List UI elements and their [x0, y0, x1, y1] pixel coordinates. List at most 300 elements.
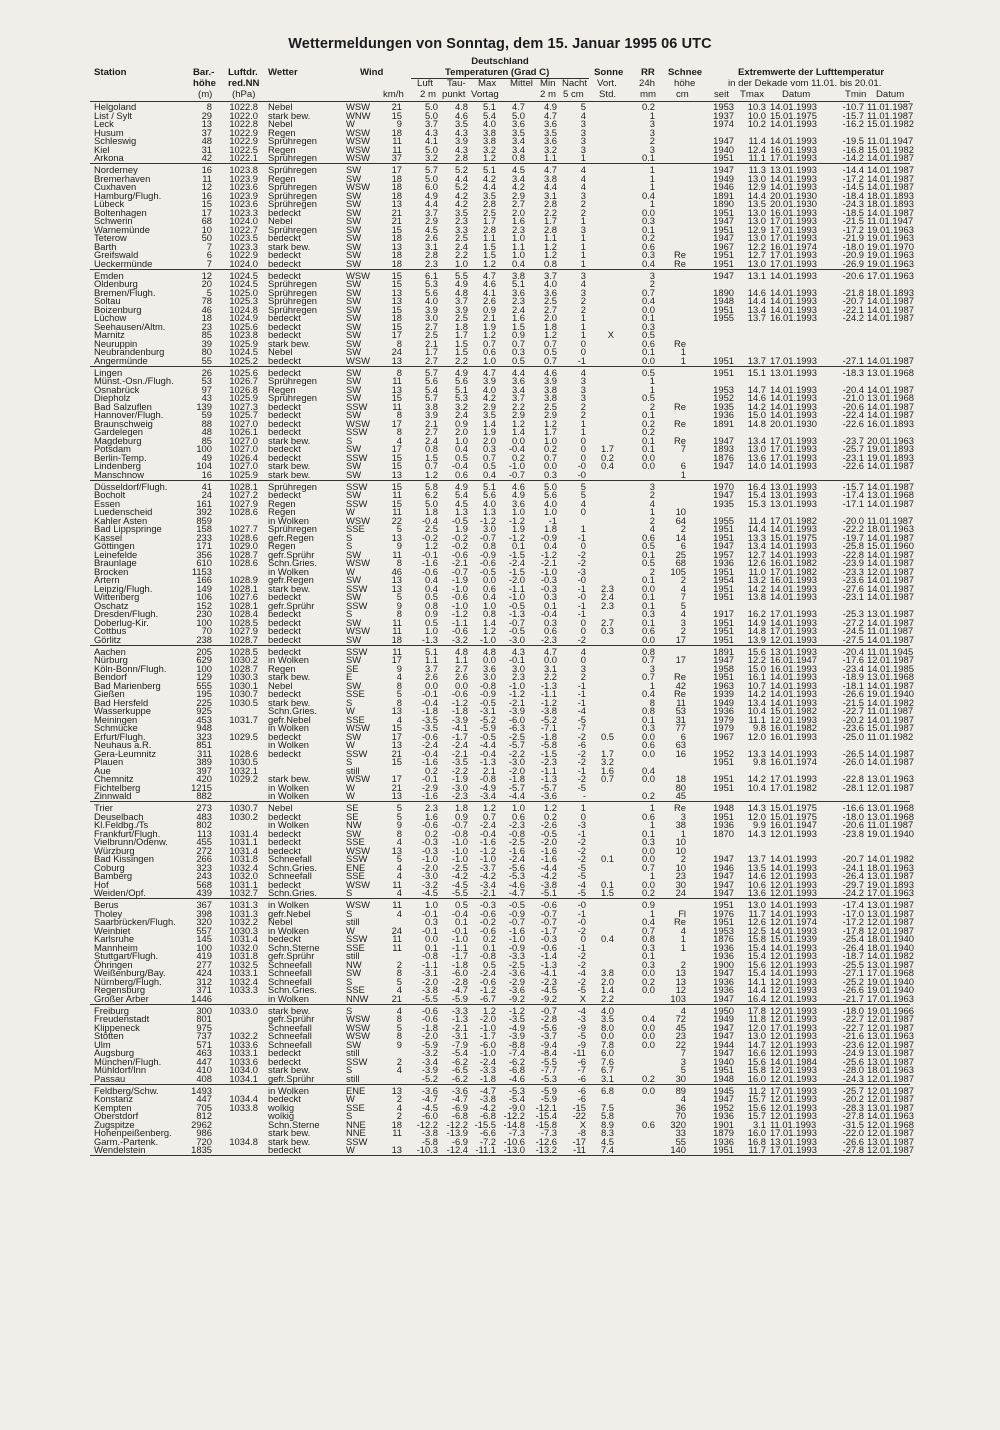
- cell-bar-hoehe: 100: [196, 941, 212, 953]
- cell-nacht-5cm: -2: [577, 730, 586, 742]
- cell-luft-2m: 1.5: [424, 451, 438, 463]
- cell-max-vortag: 3.0: [482, 523, 496, 534]
- cell-mittel: -2.3: [508, 819, 525, 830]
- cell-luft-2m: 4.9: [424, 189, 438, 201]
- cell-min-2m: -2.1: [540, 557, 557, 568]
- cell-wind-speed: 2: [396, 1110, 402, 1121]
- cell-wetter: bedeckt: [268, 206, 301, 218]
- cell-tmin-datum: 18.01.1940: [867, 941, 914, 953]
- cell-wind-richtung: SSE: [346, 1101, 365, 1113]
- cell-tmax-datum: 15.01.1975: [770, 531, 817, 543]
- cell-nacht-5cm: -5: [577, 870, 586, 881]
- cell-min-2m: -15.4: [535, 1110, 557, 1121]
- cell-wetter: stark bew.: [268, 1064, 311, 1075]
- cell-nacht-5cm: -0: [577, 916, 586, 927]
- cell-tmin-datum: 12.01.1987: [867, 1013, 914, 1024]
- cell-wind-richtung: SW: [346, 489, 362, 500]
- cell-taupunkt: 3.5: [454, 206, 468, 218]
- cell-taupunkt: -1.0: [451, 933, 468, 944]
- cell-mittel: -1.0: [508, 933, 525, 944]
- cell-luft-2m: -6.0: [421, 1110, 438, 1121]
- cell-max-vortag: -0.6: [479, 557, 496, 568]
- cell-wind-richtung: W: [346, 790, 355, 801]
- cell-wetter: stark bew.: [268, 773, 311, 784]
- cell-luftdruck: 1032.5: [229, 958, 258, 970]
- cell-wetter: bedeckt: [268, 409, 301, 420]
- cell-nacht-5cm: 3: [580, 223, 586, 235]
- cell-niederschlag: 1: [649, 870, 655, 881]
- cell-mittel: -0.5: [508, 625, 525, 636]
- cell-wetter: Sprühregen: [268, 480, 317, 492]
- cell-schnee-hoehe: 64: [675, 514, 686, 526]
- cell-taupunkt: -0.6: [451, 591, 468, 602]
- cell-seit: 1952: [713, 747, 734, 759]
- cell-seit: 1940: [713, 143, 734, 155]
- cell-station: Frankfurt/Flugh.: [94, 827, 161, 839]
- cell-nacht-5cm: -1: [577, 354, 586, 366]
- cell-mittel: -12.2: [503, 1110, 525, 1121]
- cell-wetter: bedeckt: [268, 688, 301, 699]
- cell-min-2m: -1.1: [540, 764, 557, 776]
- cell-luft-2m: 5.0: [424, 172, 438, 184]
- cell-station: Braunlage: [94, 557, 137, 568]
- cell-seit: 1951: [713, 582, 734, 594]
- cell-nacht-5cm: 0: [580, 540, 586, 551]
- cell-tmin: -23.9: [842, 557, 864, 568]
- cell-nacht-5cm: -2: [577, 773, 586, 784]
- cell-wind-speed: 8: [396, 426, 402, 437]
- cell-max-vortag: -4.7: [479, 1084, 496, 1096]
- cell-sonne: 0.2: [600, 451, 614, 463]
- cell-wetter: Schn.Gries.: [268, 705, 317, 716]
- cell-niederschlag: 0.0: [641, 1021, 655, 1033]
- cell-niederschlag: 0.1: [641, 409, 655, 420]
- cell-min-2m: 2.0: [543, 312, 557, 323]
- cell-schnee-hoehe: 3: [680, 616, 686, 628]
- cell-mittel: -3.5: [508, 1013, 525, 1024]
- cell-taupunkt: 0.5: [454, 451, 468, 463]
- cell-wind-richtung: S: [346, 975, 353, 987]
- cell-luftdruck: 1023.3: [229, 240, 258, 252]
- cell-wind-richtung: WSW: [346, 417, 370, 429]
- cell-min-2m: 4.7: [543, 164, 557, 175]
- cell-max-vortag: -4.4: [479, 739, 496, 750]
- cell-schnee-hoehe: 10: [675, 506, 686, 517]
- cell-tmax: 11.1: [748, 152, 766, 163]
- cell-wetter: stark bew.: [268, 1004, 311, 1016]
- cell-nacht-5cm: 5: [580, 480, 586, 492]
- cell-schnee-hoehe: 1: [680, 354, 686, 366]
- cell-taupunkt: 1.0: [454, 434, 468, 446]
- cell-station: Arkona: [94, 152, 124, 163]
- cell-seit: 1951: [713, 591, 734, 602]
- cell-nacht-5cm: 4: [580, 366, 586, 378]
- cell-station: Aue: [94, 764, 111, 776]
- cell-niederschlag: 0.0: [641, 844, 655, 856]
- cell-tmin: -23.7: [842, 434, 864, 446]
- cell-tmin-datum: 11.01.1987: [867, 625, 914, 636]
- cell-seit: 1937: [713, 109, 734, 121]
- cell-wind-richtung: WSW: [346, 1013, 370, 1024]
- cell-wind-richtung: WSW: [346, 899, 370, 910]
- cell-min-2m: -1.3: [540, 679, 557, 691]
- cell-tmin: -26.6: [842, 984, 864, 995]
- cell-wind-speed: 9: [396, 819, 402, 830]
- cell-tmax-datum: 17.01.1993: [770, 1127, 817, 1138]
- cell-mittel: 3.4: [511, 172, 525, 184]
- cell-station: Deuselbach: [94, 810, 144, 822]
- cell-station: Bad Kissingen: [94, 853, 154, 864]
- cell-station: Zinnwald: [94, 790, 132, 801]
- header-luft-2m: 2 m: [420, 89, 436, 100]
- cell-taupunkt: -4.2: [451, 870, 468, 881]
- cell-mittel: 1.0: [511, 232, 525, 243]
- cell-station: Manschnow: [94, 468, 145, 480]
- cell-nacht-5cm: -6: [577, 1072, 586, 1084]
- cell-luftdruck: 1030.3: [229, 924, 258, 936]
- cell-luft-2m: 3.2: [424, 152, 438, 163]
- cell-wind-speed: 4: [396, 870, 402, 881]
- cell-tmax: 14.2: [747, 400, 766, 412]
- cell-seit: 1951: [713, 354, 734, 366]
- cell-max-vortag: -3.1: [479, 705, 496, 716]
- cell-seit: 1891: [713, 417, 734, 429]
- cell-tmin-datum: 11.01.1987: [867, 101, 914, 112]
- cell-tmin: -20.4: [842, 383, 864, 395]
- header-nacht: Nacht: [562, 78, 588, 89]
- cell-niederschlag: 0.0: [641, 303, 655, 315]
- cell-station: Vielbrunn/Odenw.: [94, 836, 168, 847]
- cell-mittel: 0.1: [511, 540, 525, 551]
- cell-nacht-5cm: -5: [577, 713, 586, 725]
- cell-wetter: Nebel: [268, 215, 293, 226]
- cell-seit: 1948: [713, 802, 734, 813]
- cell-station: Lübeck: [94, 198, 125, 209]
- cell-station: Nürburg: [94, 654, 128, 665]
- cell-seit: 1951: [713, 223, 734, 235]
- cell-bar-hoehe: 37: [201, 126, 212, 138]
- cell-tmax-datum: 14.01.1993: [770, 548, 817, 560]
- cell-luft-2m: 0.5: [424, 616, 438, 628]
- cell-bar-hoehe: 139: [196, 400, 212, 412]
- cell-min-2m: -5.1: [540, 887, 557, 898]
- cell-niederschlag: 0.1: [641, 152, 655, 163]
- cell-tmax: 13.4: [747, 303, 766, 315]
- cell-station: Boizenburg: [94, 303, 142, 315]
- cell-tmin: -16.2: [842, 118, 864, 129]
- cell-taupunkt: -0.6: [451, 625, 468, 636]
- cell-wetter: bedeckt: [268, 312, 301, 323]
- cell-mittel: -2.5: [508, 836, 525, 847]
- cell-station: Norderney: [94, 164, 138, 175]
- cell-wind-richtung: SW: [346, 679, 362, 691]
- cell-station: Freiburg: [94, 1004, 129, 1016]
- cell-taupunkt: 0.9: [454, 810, 468, 822]
- cell-schnee-hoehe: 89: [675, 1084, 686, 1096]
- cell-niederschlag: 1: [649, 907, 655, 919]
- cell-max-vortag: -0.5: [479, 696, 496, 708]
- cell-wind-richtung: E: [346, 671, 353, 682]
- cell-tmax: 11.3: [748, 164, 766, 175]
- cell-tmax-datum: 13.01.1993: [770, 366, 817, 378]
- cell-tmax-datum: 12.01.1993: [770, 870, 817, 881]
- cell-niederschlag: 0.6: [641, 810, 655, 822]
- cell-niederschlag: 0.3: [641, 958, 655, 970]
- cell-tmax: 16.0: [747, 1127, 766, 1138]
- cell-luft-2m: -0.1: [421, 773, 438, 784]
- cell-wind-richtung: SW: [346, 312, 362, 323]
- cell-station: Cuxhaven: [94, 181, 137, 192]
- cell-tmin-datum: 11.01.1945: [867, 645, 914, 657]
- cell-luft-2m: 0.8: [424, 443, 438, 454]
- cell-nacht-5cm: -2: [577, 924, 586, 936]
- cell-schnee-hoehe: 33: [675, 1127, 686, 1138]
- cell-niederschlag: 0.5: [641, 557, 655, 568]
- cell-min-2m: -3.8: [540, 705, 557, 716]
- cell-wind-richtung: SSE: [346, 836, 365, 847]
- cell-sonne: 0.1: [600, 853, 614, 864]
- cell-min-2m: -0.6: [540, 941, 557, 953]
- cell-max-vortag: 2.1: [482, 312, 496, 323]
- cell-wind-speed: 4: [396, 1101, 402, 1113]
- cell-bar-hoehe: 610: [196, 557, 212, 568]
- cell-tmin: -21.7: [842, 992, 864, 1004]
- cell-sonne: 2.0: [600, 975, 614, 987]
- cell-wind-speed: 4: [396, 671, 402, 682]
- cell-bar-hoehe: 483: [196, 810, 212, 822]
- cell-wind-speed: 37: [391, 152, 402, 163]
- cell-tmin: -23.1: [842, 591, 864, 602]
- header-hpa: (hPa): [232, 89, 256, 100]
- cell-bar-hoehe: 975: [196, 1021, 212, 1033]
- cell-sonne: 3.2: [600, 756, 614, 767]
- cell-tmax-datum: 12.01.1993: [770, 984, 817, 995]
- cell-wind-richtung: SW: [346, 278, 362, 289]
- cell-mittel: -2.5: [508, 958, 525, 970]
- cell-seit: 1870: [713, 827, 734, 839]
- cell-tmax: 14.4: [747, 295, 766, 306]
- cell-wetter: Schn.Gries.: [268, 557, 317, 568]
- cell-min-2m: -5.2: [540, 713, 557, 725]
- cell-min-2m: 5.0: [543, 480, 557, 492]
- cell-mittel: -2.4: [508, 853, 525, 864]
- cell-wind-speed: 8: [396, 679, 402, 691]
- cell-tmin-datum: 14.01.1987: [867, 303, 914, 315]
- cell-sonne: 6.7: [600, 1064, 614, 1075]
- cell-tmin: -23.1: [842, 451, 864, 463]
- cell-min-2m: 3.7: [543, 269, 557, 281]
- cell-luft-2m: -4.7: [421, 1093, 438, 1104]
- cell-max-vortag: -1.2: [479, 984, 496, 995]
- cell-seit: 1951: [713, 625, 734, 636]
- cell-luftdruck: 1031.8: [229, 950, 258, 961]
- cell-luft-2m: 2.9: [424, 215, 438, 226]
- cell-min-2m: 0.3: [543, 616, 557, 628]
- cell-wind-richtung: ENE: [346, 861, 366, 873]
- cell-tmin: -23.6: [842, 722, 864, 733]
- cell-min-2m: 3.6: [543, 118, 557, 129]
- cell-wetter: stark bew.: [268, 460, 311, 471]
- cell-luftdruck: 1027.0: [229, 460, 258, 471]
- cell-luftdruck: 1027.9: [229, 497, 258, 509]
- cell-bar-hoehe: 29: [201, 109, 212, 121]
- cell-nacht-5cm: 0: [580, 506, 586, 517]
- cell-min-2m: -3.7: [540, 1030, 557, 1041]
- cell-max-vortag: 2.1: [482, 764, 496, 776]
- cell-station: Helgoland: [94, 101, 137, 112]
- cell-wetter: Schneefall: [268, 975, 312, 987]
- cell-max-vortag: 1.9: [482, 320, 496, 332]
- cell-tmax: 12.9: [747, 181, 766, 192]
- cell-wind-richtung: WSW: [346, 152, 370, 163]
- cell-bar-hoehe: 16: [201, 189, 212, 201]
- cell-schnee-hoehe: 42: [675, 679, 686, 691]
- cell-luft-2m: 0.4: [424, 574, 438, 585]
- cell-seit: 1953: [713, 924, 734, 936]
- cell-station: Wasserkuppe: [94, 705, 151, 716]
- cell-wind-richtung: SW: [346, 257, 362, 269]
- cell-nacht-5cm: 2: [580, 198, 586, 209]
- cell-tmin-datum: 15.01.1982: [867, 118, 914, 129]
- cell-tmax: 9.8: [752, 722, 766, 733]
- cell-tmin-datum: 14.01.1987: [867, 713, 914, 725]
- cell-station: Marnitz: [94, 329, 125, 340]
- cell-schnee-hoehe: 14: [675, 531, 686, 543]
- cell-tmin-datum: 19.01.1963: [867, 223, 914, 235]
- cell-bar-hoehe: 2962: [191, 1118, 212, 1130]
- cell-station: Schmücke: [94, 722, 138, 733]
- cell-max-vortag: -6.8: [479, 1110, 496, 1121]
- cell-taupunkt: 1.9: [454, 523, 468, 534]
- cell-nacht-5cm: -4: [577, 878, 586, 890]
- cell-niederschlag: 3: [649, 269, 655, 281]
- cell-wetter: in Wolken: [268, 739, 309, 750]
- cell-wind-richtung: SSE: [346, 984, 365, 995]
- cell-max-vortag: 5.6: [482, 489, 496, 500]
- cell-bar-hoehe: 389: [196, 756, 212, 767]
- cell-mittel: -4.6: [508, 1072, 525, 1084]
- cell-max-vortag: -1.0: [479, 1021, 496, 1033]
- cell-taupunkt: 0.6: [454, 468, 468, 480]
- cell-tmax-datum: 16.01.1993: [770, 143, 817, 155]
- cell-tmin: -17.1: [842, 497, 864, 509]
- cell-luftdruck: 1028.6: [229, 557, 258, 568]
- cell-taupunkt: 3.5: [454, 118, 468, 129]
- cell-tmax: 13.3: [747, 531, 766, 543]
- cell-tmin: -27.6: [842, 582, 864, 594]
- cell-max-vortag: -0.7: [479, 531, 496, 543]
- cell-station: Berus: [94, 899, 119, 910]
- cell-tmin-datum: 17.01.1963: [867, 992, 914, 1004]
- cell-wind-richtung: SE: [346, 802, 359, 813]
- cell-mittel: -6.0: [508, 713, 525, 725]
- cell-wetter: Schn.Gries.: [268, 861, 317, 873]
- cell-sonne: 0.7: [600, 773, 614, 784]
- cell-wind-richtung: SW: [346, 443, 362, 454]
- cell-taupunkt: 4.9: [454, 366, 468, 378]
- cell-wind-speed: 9: [396, 540, 402, 551]
- cell-nacht-5cm: -1: [577, 827, 586, 839]
- cell-wind-speed: 13: [391, 531, 402, 543]
- cell-luft-2m: -0.3: [421, 844, 438, 856]
- cell-wind-richtung: SW: [346, 409, 362, 420]
- cell-taupunkt: -1.0: [451, 853, 468, 864]
- cell-wetter: Regen: [268, 172, 296, 184]
- cell-taupunkt: -3.1: [451, 1030, 468, 1041]
- cell-nacht-5cm: 4: [580, 181, 586, 192]
- cell-max-vortag: -4.9: [479, 781, 496, 793]
- cell-station: Gardelegen: [94, 426, 143, 437]
- cell-niederschlag: 2: [649, 565, 655, 577]
- cell-luft-2m: -3.0: [421, 870, 438, 881]
- cell-luftdruck: 1027.0: [229, 443, 258, 454]
- cell-bar-hoehe: 85: [201, 329, 212, 340]
- cell-station: Stuttgart/Flugh.: [94, 950, 159, 961]
- cell-luftdruck: 1030.2: [229, 654, 258, 665]
- cell-tmax-datum: 12.01.1993: [770, 633, 817, 645]
- cell-station: Gießen: [94, 688, 125, 699]
- cell-mittel: -3.0: [508, 633, 525, 645]
- cell-wind-speed: 11: [392, 878, 402, 890]
- cell-wind-richtung: WSW: [346, 126, 370, 138]
- cell-nacht-5cm: 4: [580, 172, 586, 184]
- cell-taupunkt: -1.2: [451, 608, 468, 619]
- cell-bar-hoehe: 397: [196, 764, 212, 776]
- cell-nacht-5cm: -1: [577, 599, 586, 611]
- cell-station: Saarbrücken/Flugh.: [94, 916, 176, 927]
- cell-tmax: 13.0: [747, 172, 766, 184]
- cell-min-2m: 1.8: [543, 523, 557, 534]
- cell-tmin-datum: 19.01.1966: [867, 1004, 914, 1016]
- cell-tmax-datum: 13.01.1993: [770, 480, 817, 492]
- cell-wetter: Schneefall: [268, 958, 312, 970]
- cell-tmax: 16.0: [747, 1072, 766, 1084]
- cell-sonne: X: [607, 329, 614, 340]
- cell-nacht-5cm: 2: [580, 671, 586, 682]
- cell-bar-hoehe: 439: [196, 887, 212, 898]
- cell-luft-2m: -0.1: [421, 688, 438, 699]
- cell-bar-hoehe: 16: [201, 468, 212, 480]
- cell-tmin: -22.0: [842, 1127, 864, 1138]
- cell-seit: 1947: [713, 1093, 734, 1104]
- cell-luftdruck: 1029.0: [229, 540, 258, 551]
- cell-taupunkt: 4.5: [454, 497, 468, 509]
- cell-max-vortag: -3.3: [479, 1064, 496, 1075]
- cell-wind-speed: 11: [392, 143, 402, 155]
- cell-tmin: -24.1: [842, 861, 864, 873]
- cell-seit: 1951: [713, 303, 734, 315]
- cell-niederschlag: 1: [649, 172, 655, 184]
- cell-luft-2m: 5.3: [424, 278, 438, 289]
- cell-seit: 1955: [713, 514, 734, 526]
- cell-seit: 1979: [713, 722, 734, 733]
- cell-nacht-5cm: 1: [580, 215, 586, 226]
- cell-station: Regensburg: [94, 984, 146, 995]
- cell-wetter: bedeckt: [268, 366, 301, 378]
- cell-tmax: 14.4: [747, 984, 766, 995]
- cell-mittel: 1.5: [511, 320, 525, 332]
- cell-wind-speed: 18: [391, 312, 402, 323]
- cell-niederschlag: 0.1: [641, 574, 655, 585]
- cell-tmax: 15.6: [747, 1101, 766, 1113]
- cell-min-2m: -2.3: [540, 975, 557, 987]
- cell-wind-richtung: WSW: [346, 181, 370, 192]
- cell-wetter: Schn.Gries.: [268, 984, 317, 995]
- cell-bar-hoehe: 113: [197, 827, 212, 839]
- cell-taupunkt: -6.2: [451, 1072, 468, 1084]
- cell-tmax: 16.4: [747, 992, 766, 1004]
- cell-bar-hoehe: 410: [196, 1064, 212, 1075]
